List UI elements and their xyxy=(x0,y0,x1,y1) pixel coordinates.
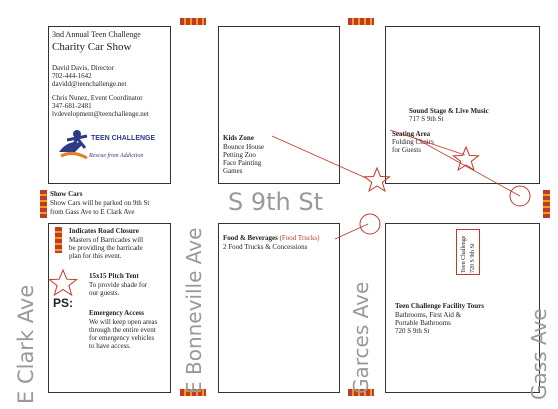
seating-leader-line xyxy=(390,130,465,155)
show-cars-line1: Show Cars will be parked on 9th St xyxy=(50,199,150,207)
emergency-line: for emergency vehicles xyxy=(89,334,155,342)
emergency-line: to have access. xyxy=(89,342,131,350)
street-e-clark-ave: E Clark Ave xyxy=(14,284,38,404)
food-line1: 2 Food Trucks & Concessions xyxy=(223,243,308,251)
contact2-email[interactable]: lvdevelopment@teenchallenge.net xyxy=(52,110,149,118)
food-note: (Food Trucks) xyxy=(279,234,320,242)
kids-zone-item: Petting Zoo xyxy=(223,151,256,159)
facility-line: Portable Bathrooms xyxy=(395,319,451,327)
sound-stage-title: Sound Stage & Live Music xyxy=(409,107,489,115)
kids-zone-item: Bounce House xyxy=(223,143,265,151)
street-s-9th-st: S 9th St xyxy=(228,188,324,216)
legend-star-icon xyxy=(49,270,76,295)
event-title-line2: Charity Car Show xyxy=(52,41,132,53)
logo-text: TEEN CHALLENGE xyxy=(91,135,156,142)
tent-star-marker xyxy=(365,168,390,191)
facility-line: 720 S 9th St xyxy=(395,327,430,335)
seating-title: Seating Area xyxy=(392,130,431,138)
sound-stage-leader-line xyxy=(415,138,520,196)
emergency-title: Emergency Access xyxy=(89,309,145,317)
contact1-phone: 702-444-1642 xyxy=(52,72,92,80)
street-garces-ave: Garces Ave xyxy=(349,281,373,394)
sound-stage-address: 717 S 9th St xyxy=(409,115,444,123)
kids-zone-item: Face Painting xyxy=(223,159,262,167)
contact2-name: Chris Nunez, Event Coordinator xyxy=(52,94,143,102)
tent-line: our guests. xyxy=(89,289,120,297)
facility-title: Teen Challenge Facility Tours xyxy=(395,302,485,310)
contact2-phone: 347-681-2481 xyxy=(52,102,92,110)
emergency-line: through the entire event xyxy=(89,326,156,334)
kids-zone-title: Kids Zone xyxy=(223,134,254,142)
building-label-line2: 720 S 9th St xyxy=(470,243,476,273)
seating-line1: Folding Chairs xyxy=(392,138,434,146)
contact1-name: David Davis, Director xyxy=(52,64,115,72)
tent-title: 15x15 Pitch Tent xyxy=(89,272,139,280)
logo-tagline: Rescue from Addiction xyxy=(89,153,144,159)
show-cars-line2: from Gass Ave to E Clark Ave xyxy=(50,208,135,216)
road-closure-line: plan for this event. xyxy=(69,252,122,260)
emergency-line: We will keep open areas xyxy=(89,318,158,326)
street-gass-ave: Gass Ave xyxy=(527,308,551,400)
contact1-email[interactable]: davidd@teenchallenge.net xyxy=(52,80,127,88)
road-closure-line: Masters of Barricades will xyxy=(69,236,144,244)
building-label-line1: Teen Challenge xyxy=(461,235,467,273)
food-title: Food & Beverages xyxy=(223,234,278,242)
tent-line: To provide shade for xyxy=(89,281,148,289)
road-closure-title: Indicates Road Closure xyxy=(69,227,139,235)
kids-zone-item: Games xyxy=(223,167,243,175)
seating-line2: for Guests xyxy=(392,146,421,154)
food-truck-circle-marker xyxy=(360,214,380,234)
show-cars-title: Show Cars xyxy=(50,190,83,198)
street-e-bonneville-ave: E Bonneville Ave xyxy=(182,227,206,394)
kids-zone-leader-line xyxy=(272,136,366,178)
event-title-line1: 3nd Annual Teen Challenge xyxy=(52,30,141,39)
ps-label: PS: xyxy=(53,296,74,310)
road-closure-line: be providing the barricade xyxy=(69,244,143,252)
facility-line: Bathrooms, First Aid & xyxy=(395,311,462,319)
